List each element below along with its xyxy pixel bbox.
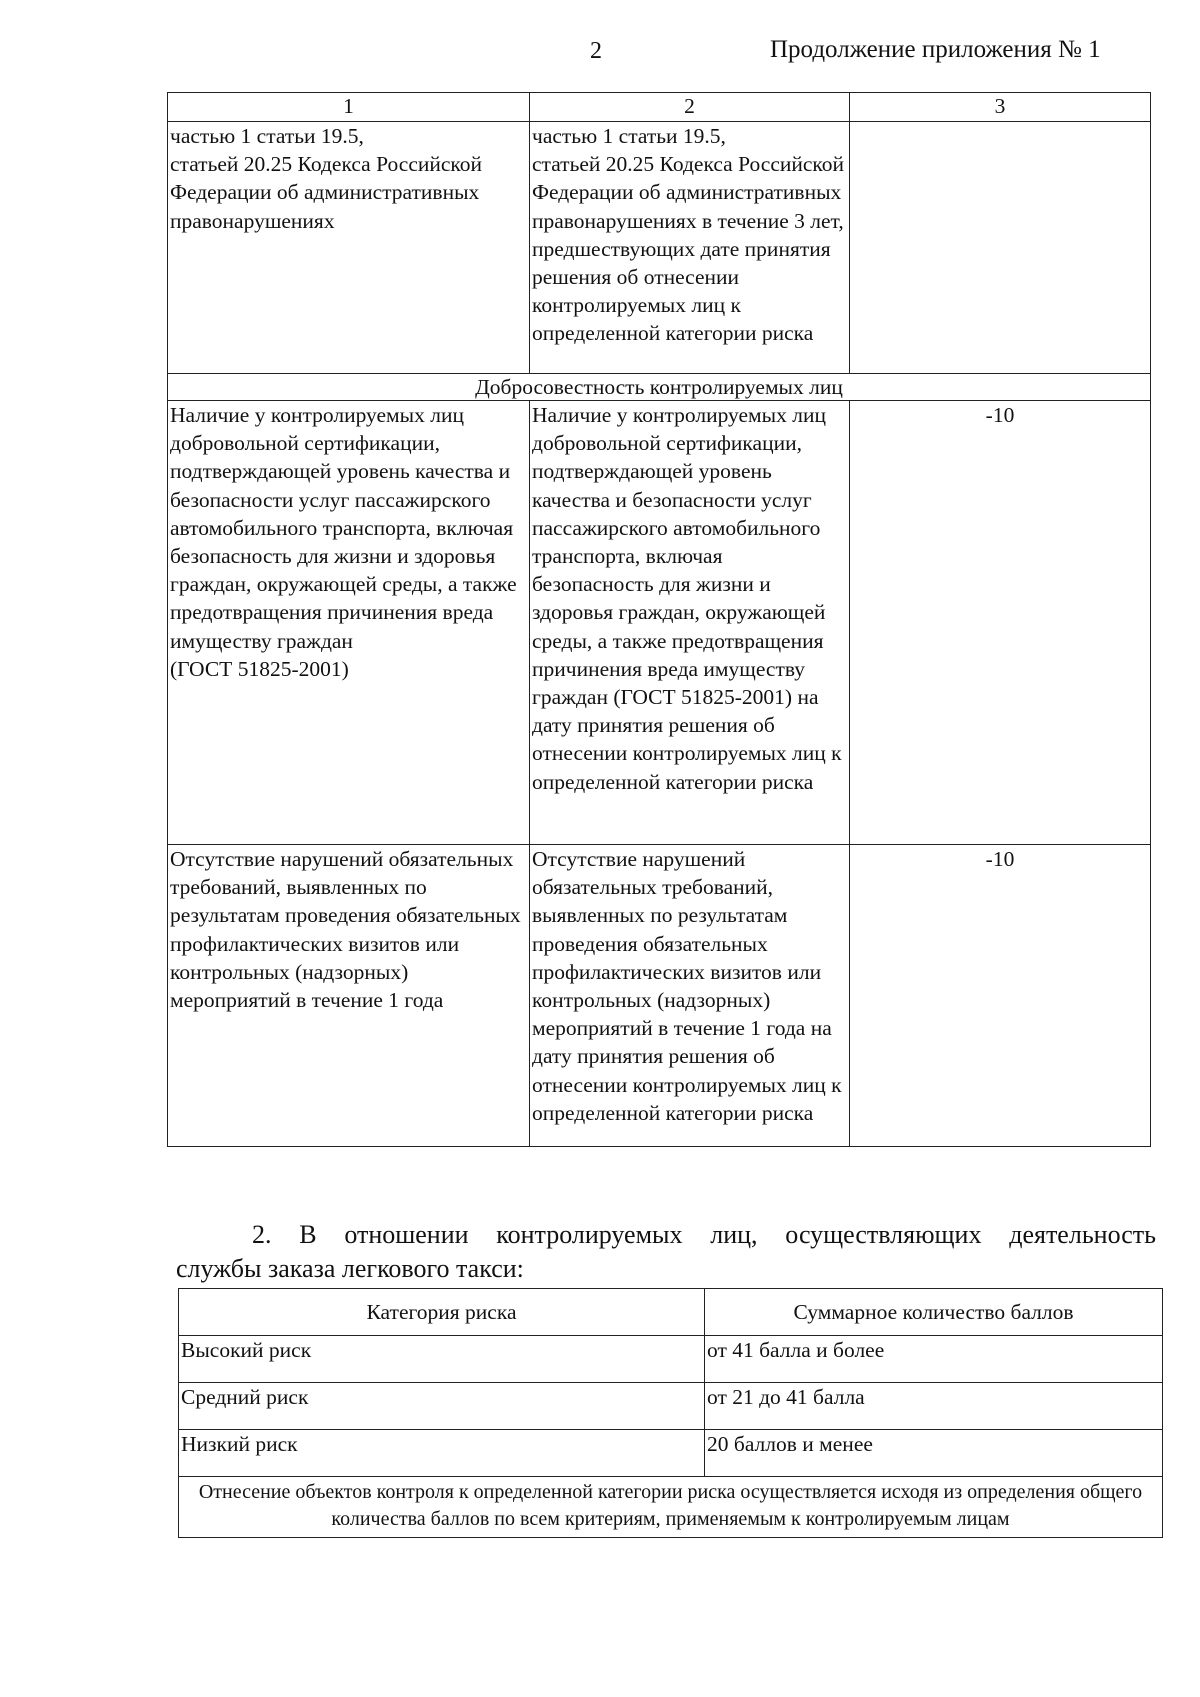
table-row [168,401,1151,845]
risk-table-header-row [179,1289,1163,1336]
paragraph-line-1: 2. В отношении контролируемых лиц, осуществляющих деятельность [252,1220,1156,1249]
criterion-detail-cell: частью 1 статьи 19.5, статьей 20.25 Кодекса Российской Федерации об административных правонарушениях в течение 3 лет, предшествующих дате принятия решения об отнесении контролируемых лиц к определенной категории риска [530,122,850,374]
page-number: 2 [590,38,602,64]
table-row [168,845,1151,1147]
note-row [179,1477,1163,1538]
score-cell: -10 [850,845,1151,1147]
criterion-cell: Отсутствие нарушений обязательных требований, выявленных по результатам проведения обязательных профилактических визитов или контрольных (надзорных) мероприятий в течение 1 года [168,845,530,1147]
points-cell: от 21 до 41 балла [705,1383,1163,1430]
table-row [179,1430,1163,1477]
criterion-cell: частью 1 статьи 19.5, статьей 20.25 Кодекса Российской Федерации об административных правонарушениях [168,122,530,374]
paragraph-line-2: службы заказа легкового такси: [176,1254,524,1283]
column-header-1: 1 [168,93,530,122]
taxi-service-paragraph [176,1218,1156,1286]
total-points-header: Суммарное количество баллов [705,1289,1163,1336]
risk-note: Отнесение объектов контроля к определенной категории риска осуществляется исходя из определения общего количества баллов по всем критериям, применяемым к контролируемым лицам [179,1477,1163,1538]
risk-category-cell: Низкий риск [179,1430,705,1477]
criterion-detail-cell: Отсутствие нарушений обязательных требований, выявленных по результатам проведения обязательных профилактических визитов или контрольных (надзорных) мероприятий в течение 1 года на дату принятия решения об отнесении контролируемых лиц к определенной категории риска [530,845,850,1147]
risk-category-cell: Высокий риск [179,1336,705,1383]
criterion-detail-cell: Наличие у контролируемых лиц добровольной сертификации, подтверждающей уровень качества и безопасности услуг пассажирского автомобильного транспорта, включая безопасность для жизни и здоровья граждан, окружающей среды, а также предотвращения причинения вреда имуществу граждан (ГОСТ 51825-2001) на дату принятия решения об отнесении контролируемых лиц к определенной категории риска [530,401,850,845]
criteria-table-header-row [168,93,1151,122]
score-cell [850,122,1151,374]
section-title: Добросовестность контролируемых лиц [168,374,1151,401]
table-row [179,1383,1163,1430]
score-cell: -10 [850,401,1151,845]
table-row [179,1336,1163,1383]
criterion-cell: Наличие у контролируемых лиц добровольной сертификации, подтверждающей уровень качества и безопасности услуг пассажирского автомобильного транспорта, включая безопасность для жизни и здоровья граждан, окружающей среды, а также предотвращения причинения вреда имуществу граждан (ГОСТ 51825-2001) [168,401,530,845]
points-cell: 20 баллов и менее [705,1430,1163,1477]
section-row [168,374,1151,401]
criteria-table [167,92,1151,1147]
table-row [168,122,1151,374]
risk-category-cell: Средний риск [179,1383,705,1430]
risk-category-table [178,1288,1163,1538]
points-cell: от 41 балла и более [705,1336,1163,1383]
appendix-continuation-title: Продолжение приложения № 1 [770,36,1101,63]
column-header-2: 2 [530,93,850,122]
column-header-3: 3 [850,93,1151,122]
risk-category-header: Категория риска [179,1289,705,1336]
